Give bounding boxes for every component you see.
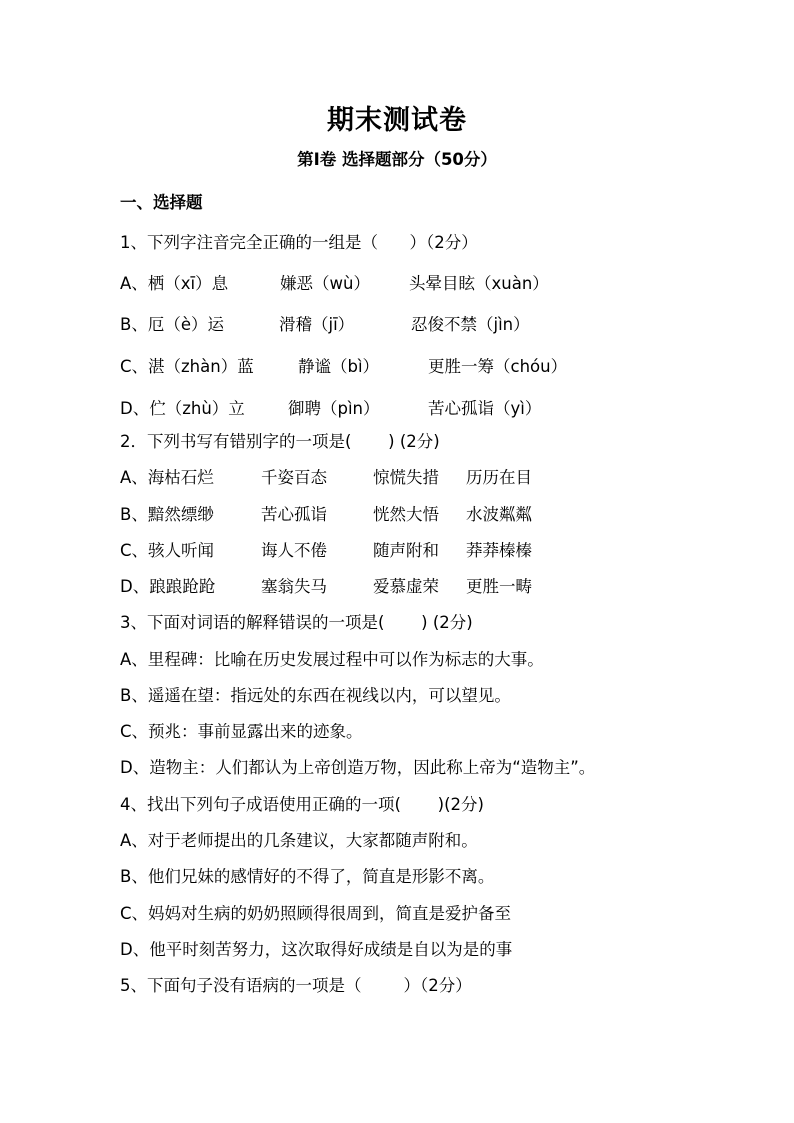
page-title: 期末测试卷 (327, 105, 467, 136)
question-4-option-a: A、对于老师提出的几条建议，大家都随声附和。 (120, 831, 478, 850)
option-part: 御聘（pìn） (288, 399, 380, 418)
option-part: 滑稽（jī） (279, 315, 355, 334)
option-part: C、骇人听闻 (120, 541, 215, 560)
option-part: A、海枯石烂 (120, 468, 214, 487)
question-3-option-d: D、造物主：人们都认为上帝创造万物，因此称上帝为“造物主”。 (120, 758, 596, 777)
option-part: 莽莽榛榛 (466, 541, 532, 560)
page-subtitle: 第Ⅰ卷 选择题部分（50分） (297, 150, 497, 169)
question-1-stem: 1、下列字注音完全正确的一组是（ ）（2分） (120, 233, 478, 252)
question-3-option-a: A、里程碑：比喻在历史发展过程中可以作为标志的大事。 (120, 650, 544, 669)
option-part: 塞翁失马 (261, 577, 327, 596)
option-part: 千姿百态 (261, 468, 327, 487)
option-part: 爱慕虚荣 (373, 577, 439, 596)
option-part: 随声附和 (373, 541, 439, 560)
option-part: 苦心孤诣 (261, 505, 327, 524)
option-part: 苦心孤诣（yì） (428, 399, 542, 418)
question-3-stem: 3、下面对词语的解释错误的一项是( ) (2分) (120, 613, 473, 632)
option-part: 忍俊不禁（jìn） (411, 315, 530, 334)
question-4-option-b: B、他们兄妹的感情好的不得了，简直是形影不离。 (120, 867, 495, 886)
option-part: 更胜一畴 (466, 577, 532, 596)
question-3-option-b: B、遥遥在望：指远处的东西在视线以内，可以望见。 (120, 686, 511, 705)
option-part: 静谧（bì） (298, 357, 380, 376)
option-part: 诲人不倦 (261, 541, 327, 560)
option-part: B、黯然缥缈 (120, 505, 214, 524)
question-4-stem: 4、找出下列句子成语使用正确的一项( )(2分) (120, 795, 484, 814)
option-part: 更胜一筹（chóu） (428, 357, 568, 376)
option-part: 惊慌失措 (373, 468, 439, 487)
option-part: 头晕目眩（xuàn） (409, 274, 549, 293)
question-3-option-c: C、预兆：事前显露出来的迹象。 (120, 722, 363, 741)
question-4-option-c: C、妈妈对生病的奶奶照顾得很周到，简直是爱护备至 (120, 904, 512, 923)
option-part: D、踉踉跄跄 (120, 577, 216, 596)
question-5-stem: 5、下面句子没有语病的一项是（ ）（2分） (120, 976, 472, 995)
option-part: C、湛（zhàn）蓝 (120, 357, 254, 376)
question-4-option-d: D、他平时刻苦努力，这次取得好成绩是自以为是的事 (120, 940, 513, 959)
option-part: 恍然大悟 (373, 505, 439, 524)
option-part: 水波粼粼 (466, 505, 532, 524)
option-part: D、伫（zhù）立 (120, 399, 245, 418)
section-heading: 一、选择题 (120, 193, 203, 212)
option-part: 历历在目 (466, 468, 532, 487)
question-2-stem: 2．下列书写有错别字的一项是( ) (2分) (120, 432, 440, 451)
option-part: B、厄（è）运 (120, 315, 224, 334)
option-part: 嫌恶（wù） (280, 274, 370, 293)
option-part: A、栖（xī）息 (120, 274, 229, 293)
